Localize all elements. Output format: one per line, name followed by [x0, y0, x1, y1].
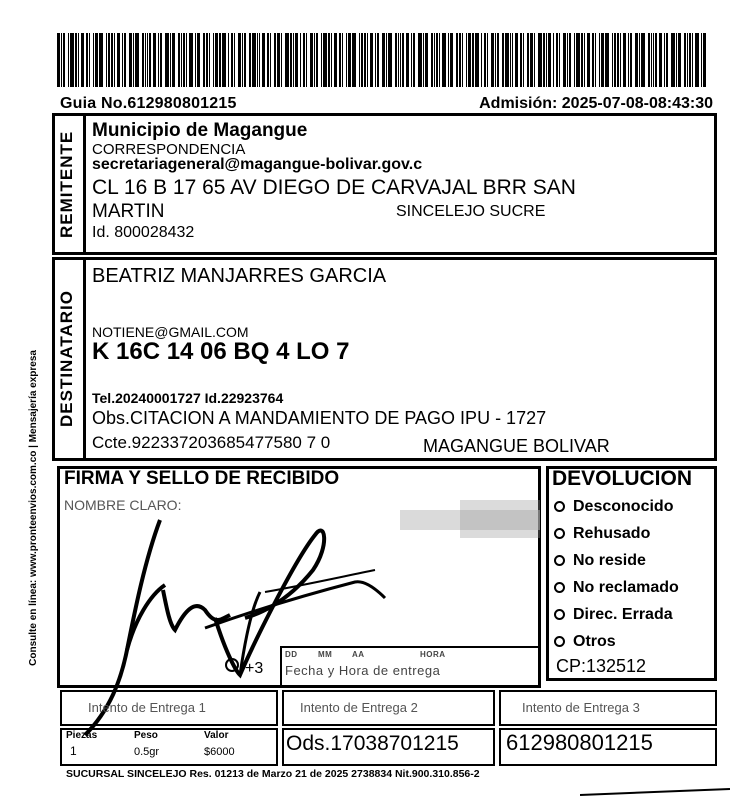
barcode-bar — [70, 33, 74, 87]
bottom-stroke — [580, 785, 730, 799]
barcode-bar — [386, 33, 387, 87]
value-value: $6000 — [204, 746, 235, 758]
barcode-bar — [655, 33, 657, 87]
signature-suffix: +3 — [245, 660, 264, 677]
barcode-bar — [659, 33, 662, 87]
barcode-bar — [587, 33, 590, 87]
recipient-observation: Obs.CITACION A MANDAMIENTO DE PAGO IPU - 1727 — [92, 408, 547, 428]
guide-number: Guia No.612980801215 — [60, 95, 237, 112]
barcode-bar — [316, 33, 318, 87]
barcode-bar — [459, 33, 461, 87]
barcode-bar — [439, 33, 440, 87]
barcode-bar — [339, 33, 341, 87]
barcode-bar — [400, 33, 401, 87]
barcode-bar — [546, 33, 547, 87]
attempt-2-label: Intento de Entrega 2 — [300, 700, 418, 715]
barcode-bar — [78, 33, 79, 87]
barcode-bar — [158, 33, 159, 87]
barcode-bar — [472, 33, 474, 87]
admission-timestamp: Admisión: 2025-07-08-08:43:30 — [479, 95, 713, 112]
barcode-bar — [553, 33, 554, 87]
barcode-bar — [209, 33, 210, 87]
return-option-label: No reclamado — [573, 578, 679, 596]
barcode-bar — [122, 33, 123, 87]
barcode-bar — [172, 33, 175, 87]
barcode-bar — [310, 33, 313, 87]
barcode-bar — [462, 33, 463, 87]
barcode-bar — [160, 33, 162, 87]
barcode-bar — [290, 33, 292, 87]
barcode-bar — [244, 33, 246, 87]
sender-email: secretariageneral@magangue-bolivar.gov.c — [92, 156, 423, 173]
barcode-bar — [334, 33, 337, 87]
barcode-bar — [530, 33, 533, 87]
barcode-bar — [692, 33, 693, 87]
barcode-bar — [641, 33, 645, 87]
barcode-bar — [559, 33, 560, 87]
barcode-bar — [89, 33, 90, 87]
barcode-bar — [402, 33, 404, 87]
barcode-bar — [475, 33, 479, 87]
barcode-bar — [331, 33, 332, 87]
barcode-bar — [497, 33, 499, 87]
weight-label: Peso — [134, 730, 158, 741]
barcode-bar — [515, 33, 518, 87]
barcode-bar — [361, 33, 363, 87]
barcode-bar — [651, 33, 652, 87]
barcode-bar — [99, 33, 103, 87]
barcode-bar — [695, 33, 699, 87]
guide-number-bottom: 612980801215 — [506, 730, 653, 755]
barcode-bar — [189, 33, 193, 87]
barcode-bar — [456, 33, 458, 87]
barcode-bar — [534, 33, 535, 87]
barcode-bar — [481, 33, 482, 87]
barcode-bar — [584, 33, 585, 87]
barcode-bar — [93, 33, 94, 87]
barcode-bar — [111, 33, 113, 87]
barcode-bar — [382, 33, 385, 87]
barcode-bar — [142, 33, 144, 87]
barcode-bar — [653, 33, 654, 87]
barcode-bar — [262, 33, 265, 87]
recipient-name: BEATRIZ MANJARRES GARCIA — [92, 265, 387, 287]
barcode-bar — [359, 33, 360, 87]
barcode-bar — [57, 33, 60, 87]
barcode-bar — [495, 33, 496, 87]
name-label: NOMBRE CLARO: — [64, 497, 182, 513]
barcode-bar — [512, 33, 513, 87]
barcode-bar — [197, 33, 200, 87]
return-option-label: Rehusado — [573, 524, 651, 542]
barcode-bar — [689, 33, 691, 87]
date-caption: Fecha y Hora de entrega — [285, 663, 441, 678]
barcode-bar — [328, 33, 330, 87]
recipient-address: K 16C 14 06 BQ 4 LO 7 — [92, 338, 350, 365]
barcode-bar — [520, 33, 522, 87]
barcode-bar — [108, 33, 110, 87]
barcode-bar — [219, 33, 221, 87]
shaded-stamp — [400, 495, 540, 545]
barcode-bar — [129, 33, 132, 87]
side-url-text: Consulte en línea: www.pronteenvios.com.co | Mensajería expresa — [28, 350, 39, 666]
barcode-bar — [648, 33, 650, 87]
barcode-bar — [576, 33, 580, 87]
barcode-bar — [601, 33, 604, 87]
barcode-bar — [418, 33, 422, 87]
sender-address-line1: CL 16 B 17 65 AV DIEGO DE CARVAJAL BRR SAN — [92, 176, 576, 199]
barcode-bar — [183, 33, 185, 87]
barcode-bar — [581, 33, 583, 87]
barcode-bar — [281, 33, 282, 87]
barcode-bar — [628, 33, 629, 87]
barcode-bar — [406, 33, 409, 87]
date-label-dd: DD — [285, 650, 298, 659]
barcode-bar — [664, 33, 665, 87]
barcode-bar — [195, 33, 196, 87]
barcode-bar — [348, 33, 351, 87]
date-label-mm: MM — [318, 650, 333, 659]
barcode-bar — [295, 33, 298, 87]
barcode-bar — [605, 33, 609, 87]
barcode-bar — [181, 33, 182, 87]
date-label-aa: AA — [352, 650, 365, 659]
barcode-bar — [635, 33, 638, 87]
barcode-bar — [510, 33, 511, 87]
barcode-bar — [231, 33, 233, 87]
barcode-bar — [153, 33, 156, 87]
barcode-bar — [436, 33, 438, 87]
barcode-bar — [450, 33, 453, 87]
barcode-bar — [569, 33, 571, 87]
barcode-bar — [68, 33, 69, 87]
barcode-bar — [285, 33, 289, 87]
barcode-bar — [612, 33, 613, 87]
barcode-bar — [306, 33, 307, 87]
attempt-1-label: Intento de Entrega 1 — [88, 700, 206, 715]
ods-number: Ods.17038701215 — [286, 732, 459, 755]
barcode-bar — [678, 33, 681, 87]
sender-address-line2: MARTIN — [92, 201, 165, 222]
barcode-bar — [165, 33, 169, 87]
barcode-bar — [238, 33, 241, 87]
barcode-bar — [425, 33, 428, 87]
barcode-bar — [367, 33, 368, 87]
barcode-bar — [466, 33, 467, 87]
barcode-bar — [106, 33, 107, 87]
barcode-bar — [145, 33, 146, 87]
return-option-desconocido[interactable] — [554, 493, 679, 520]
recipient-email: NOTIENE@GMAIL.COM — [92, 324, 249, 340]
barcode-bar — [567, 33, 568, 87]
return-option-rehusado[interactable] — [554, 520, 679, 547]
barcode-bar — [411, 33, 412, 87]
barcode-bar — [423, 33, 424, 87]
barcode-bar — [468, 33, 471, 87]
date-label-hora: HORA — [420, 650, 446, 659]
barcode-bar — [228, 33, 229, 87]
barcode-bar — [300, 33, 301, 87]
barcode-bar — [242, 33, 243, 87]
return-option-direc-errada[interactable] — [554, 601, 679, 628]
barcode-bar — [95, 33, 98, 87]
return-option-no-reclamado[interactable] — [554, 574, 679, 601]
barcode-bar — [293, 33, 294, 87]
barcode-bar — [178, 33, 180, 87]
barcode-bar — [133, 33, 134, 87]
barcode-bar — [314, 33, 315, 87]
pieces-value: 1 — [70, 744, 77, 758]
barcode-bar — [274, 33, 276, 87]
return-option-label: Otros — [573, 632, 616, 650]
barcode-bar — [388, 33, 392, 87]
barcode-bar — [370, 33, 373, 87]
return-option-otros[interactable] — [554, 628, 679, 655]
barcode-bar — [556, 33, 558, 87]
return-options — [554, 493, 679, 655]
barcode-bar — [398, 33, 399, 87]
barcode-bar — [630, 33, 632, 87]
barcode-bar — [671, 33, 675, 87]
sender-id: Id. 800028432 — [92, 224, 195, 241]
barcode-bar — [323, 33, 327, 87]
barcode-bar — [614, 33, 616, 87]
barcode-bar — [270, 33, 271, 87]
recipient-city: MAGANGUE BOLIVAR — [423, 436, 610, 456]
return-option-label: No reside — [573, 551, 646, 569]
barcode-bar — [599, 33, 600, 87]
radio-circle-icon — [554, 582, 565, 593]
return-option-label: Desconocido — [573, 497, 674, 515]
barcode-bar — [147, 33, 148, 87]
barcode-bar — [346, 33, 347, 87]
barcode-bar — [149, 33, 151, 87]
barcode-bar — [203, 33, 205, 87]
barcode-bar — [431, 33, 433, 87]
barcode-bar — [117, 33, 120, 87]
barcode-bar — [124, 33, 126, 87]
barcode-bar — [170, 33, 171, 87]
barcode-bar — [364, 33, 366, 87]
postal-code: CP:132512 — [556, 656, 647, 676]
sender-name: Municipio de Magangue — [92, 120, 308, 141]
barcode-bar — [434, 33, 435, 87]
barcode-bar — [484, 33, 486, 87]
barcode-bar — [574, 33, 575, 87]
barcode-bar — [222, 33, 226, 87]
sender-city: SINCELEJO SUCRE — [396, 203, 546, 220]
barcode-bar — [277, 33, 280, 87]
barcode-bar — [442, 33, 446, 87]
attempt-3-label: Intento de Entrega 3 — [522, 700, 640, 715]
radio-circle-icon — [554, 609, 565, 620]
barcode-bar — [114, 33, 115, 87]
footer-text: SUCURSAL SINCELEJO Res. 01213 de Marzo 21 de 2025 2738834 Nit.900.310.856-2 — [66, 768, 480, 780]
barcode-bar — [215, 33, 218, 87]
barcode-bar — [701, 33, 702, 87]
barcode-bar — [61, 33, 62, 87]
barcode-bar — [234, 33, 235, 87]
sender-department: CORRESPONDENCIA — [92, 141, 246, 158]
barcode-bar — [548, 33, 551, 87]
barcode-bar — [377, 33, 379, 87]
barcode-bar — [213, 33, 214, 87]
barcode-bar — [86, 33, 88, 87]
barcode-bar — [303, 33, 305, 87]
barcode-bar — [703, 33, 706, 87]
radio-circle-icon — [554, 636, 565, 647]
value-label: Valor — [204, 730, 229, 741]
barcode-bar — [135, 33, 139, 87]
barcode-bar — [259, 33, 260, 87]
barcode-bar — [543, 33, 545, 87]
return-title: DEVOLUCION — [552, 467, 693, 490]
barcode-bar — [563, 33, 566, 87]
barcode-bar — [666, 33, 668, 87]
barcode-bar — [639, 33, 640, 87]
barcode-bar — [186, 33, 187, 87]
barcode-bar — [249, 33, 251, 87]
barcode-bar — [413, 33, 415, 87]
recipient-phone-id: Tel.20240001727 Id.22923764 — [92, 390, 284, 406]
barcode-bar — [267, 33, 269, 87]
return-option-no-reside[interactable] — [554, 547, 679, 574]
barcode-bar — [502, 33, 504, 87]
barcode-bar — [523, 33, 524, 87]
barcode-bar — [491, 33, 494, 87]
barcode-bar — [375, 33, 376, 87]
barcode-bar — [487, 33, 488, 87]
barcode-bar — [617, 33, 619, 87]
radio-circle-icon — [554, 528, 565, 539]
barcode-bar — [448, 33, 449, 87]
barcode-bar — [687, 33, 688, 87]
barcode-bar — [352, 33, 356, 87]
recipient-section-label: DESTINATARIO — [57, 290, 76, 428]
barcode-bar — [623, 33, 626, 87]
barcode-bar — [252, 33, 256, 87]
barcode-bar — [75, 33, 77, 87]
barcode-bar — [81, 33, 84, 87]
barcode-bar — [321, 33, 322, 87]
barcode-bar — [63, 33, 65, 87]
barcode-bar — [620, 33, 621, 87]
barcode-bar — [257, 33, 258, 87]
weight-value: 0.5gr — [134, 746, 160, 758]
barcode-bar — [595, 33, 596, 87]
barcode-bar — [684, 33, 686, 87]
guide-barcode — [57, 33, 715, 87]
barcode-bar — [538, 33, 542, 87]
barcode-bar — [342, 33, 343, 87]
pieces-label: Piezas — [66, 730, 98, 741]
signature-title: FIRMA Y SELLO DE RECIBIDO — [64, 468, 340, 489]
barcode-bar — [395, 33, 397, 87]
return-option-label: Direc. Errada — [573, 605, 673, 623]
barcode-bar — [527, 33, 529, 87]
recipient-account: Ccte.922337203685477580 7 0 — [92, 433, 331, 452]
sender-section-label: REMITENTE — [57, 130, 76, 238]
barcode-bar — [206, 33, 208, 87]
barcode-bar — [592, 33, 594, 87]
radio-circle-icon — [554, 555, 565, 566]
barcode-bar — [505, 33, 509, 87]
radio-circle-icon — [554, 501, 565, 512]
barcode-bar — [676, 33, 677, 87]
